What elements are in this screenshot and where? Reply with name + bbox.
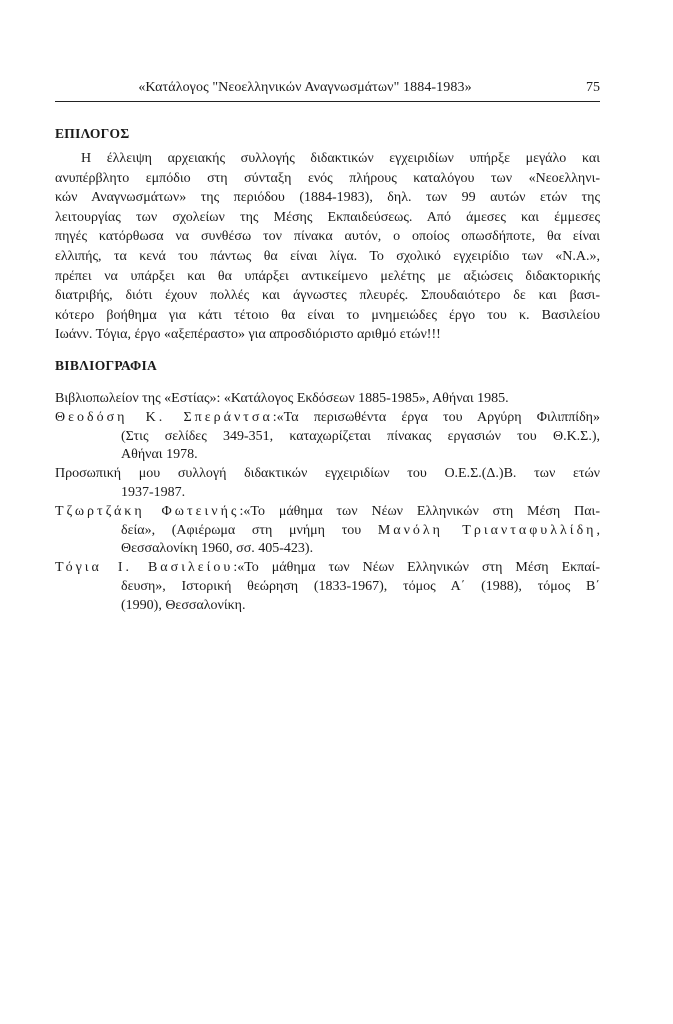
entry-author: Θεοδόση Κ. Σπεράντσα	[55, 409, 273, 425]
header-rule	[55, 101, 600, 102]
entry-author: Τζωρτζάκη Φωτεινής	[55, 503, 240, 519]
paragraph-line: διατριβής, διότι έχουν πολλές και άγνωστες πλευρές. Σπουδαιότερο δε και βασι-	[55, 288, 600, 304]
paragraph-line: ελλιπής, τα κενά του πάντως θα είναι λίγα. Το σχολικό εγχειρίδιο των «Ν.Α.»,	[55, 248, 600, 264]
page-number: 75	[586, 80, 600, 95]
entry-line: Προσωπική μου συλλογή διδακτικών εγχειριδίων του Ο.Ε.Σ.(Δ.)Β. των ετών	[55, 466, 600, 482]
epilogue-heading: ΕΠΙΛΟΓΟΣ	[55, 126, 130, 141]
running-title: «Κατάλογος "Νεοελληνικών Αναγνωσμάτων" 1884-1983»	[138, 80, 472, 95]
book-page	[55, 0, 600, 1024]
entry-line: 1937-1987.	[121, 484, 186, 500]
bibliography-entry	[55, 409, 600, 465]
entry-honoree: Μανόλη Τριανταφυλλίδη	[377, 522, 597, 538]
paragraph-line: Η έλλειψη αρχειακής συλλογής διδακτικών εγχειριδίων υπήρξε μεγάλο και	[81, 151, 600, 166]
entry-line	[55, 559, 600, 578]
paragraph-line: Ιωάνν. Τόγια, έργο «αξεπέραστο» για απροσδιόριστο αριθμό ετών!!!	[55, 327, 441, 343]
paragraph-line: κών Αναγνωσμάτων» της περιόδου (1884-1983), δηλ. των 99 αυτών ετών της	[55, 190, 600, 206]
bibliography-heading: ΒΙΒΛΙΟΓΡΑΦΙΑ	[55, 358, 158, 373]
entry-line	[55, 409, 600, 428]
entry-text: ,	[596, 522, 600, 538]
paragraph-line: λειτουργίας των σχολείων της Μέσης Εκπαιδεύσεως. Από άμεσες και έμμεσες	[55, 209, 600, 225]
epilogue-paragraph	[55, 149, 600, 345]
entry-text: δεία», (Αφιέρωμα στη μνήμη του	[121, 522, 378, 538]
entry-title: :«Το μάθημα των Νέων Ελληνικών στη Μέση Εκπαί-	[233, 560, 601, 576]
bibliography-entry	[55, 559, 600, 615]
entry-line	[55, 503, 600, 522]
entry-line	[55, 522, 600, 541]
entry-line: δευση», Ιστορική θεώρηση (1833-1967), τόμος Α΄ (1988), τόμος Β΄	[121, 578, 600, 594]
entry-line: Αθήναι 1978.	[121, 447, 198, 463]
paragraph-line: πηγές κατόρθωσα να συνθέσω τον πίνακα αυτόν, ο οποίος οπωσδήποτε, θα είναι	[55, 229, 600, 245]
bibliography-entry	[55, 465, 600, 503]
bibliography-list	[55, 390, 600, 616]
bibliography-entry	[55, 390, 600, 409]
entry-line: Βιβλιοπωλείον της «Εστίας»: «Κατάλογος Εκδόσεων 1885-1985», Αθήναι 1985.	[55, 391, 509, 406]
running-header	[55, 80, 600, 100]
bibliography-entry	[55, 503, 600, 559]
entry-line: (1990), Θεσσαλονίκη.	[121, 597, 246, 613]
entry-title: :«Τα περισωθέντα έργα του Αργύρη Φιλιππίδη»	[272, 409, 600, 425]
entry-title: :«Το μάθημα των Νέων Ελληνικών στη Μέση Παι-	[239, 503, 600, 519]
entry-author: Τόγια Ι. Βασιλείου	[55, 560, 234, 576]
entry-line: (Στις σελίδες 349-351, καταχωρίζεται πίνακας εργασιών του Θ.Κ.Σ.),	[121, 428, 600, 444]
paragraph-line: ανυπέρβλητο εμπόδιο στη σύνταξη ενός πλήρους καταλόγου των «Νεοελληνι-	[55, 170, 600, 186]
paragraph-line: πρέπει να υπάρξει και θα υπάρξει αντικείμενο μελέτης με αξιώσεις διδακτορικής	[55, 268, 600, 284]
paragraph-line: κότερο βοήθημα για κάτι τέτοιο θα είναι το μνημειώδες έργο του κ. Βασιλείου	[55, 307, 600, 323]
entry-line: Θεσσαλονίκη 1960, σσ. 405-423).	[121, 541, 314, 557]
